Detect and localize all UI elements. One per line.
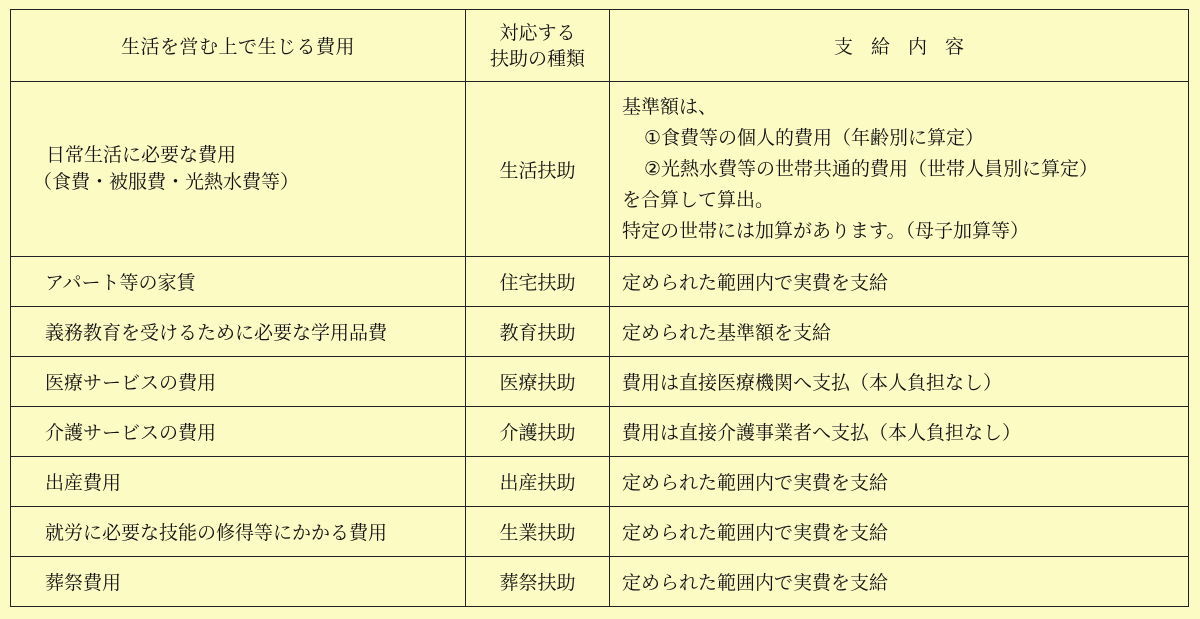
cost-cell: アパート等の家賃	[11, 257, 466, 307]
cost-line: 日常生活に必要な費用	[46, 144, 237, 166]
assistance-type-cell: 教育扶助	[466, 307, 610, 357]
content-line: ②光熱水費等の世帯共通的費用（世帯人員別に算定）	[644, 157, 1099, 180]
assistance-type-cell: 医療扶助	[466, 357, 610, 407]
content-line: 基準額は、	[622, 95, 718, 118]
assistance-type-cell: 住宅扶助	[466, 257, 610, 307]
content-line: ①食費等の個人的費用（年齢別に算定）	[644, 126, 985, 149]
header-assistance-type	[466, 10, 610, 82]
content-cell: 費用は直接介護事業者へ支払（本人負担なし）	[610, 407, 1189, 457]
content-cell: 定められた範囲内で実費を支給	[610, 557, 1189, 607]
content-line: 特定の世帯には加算があります。（母子加算等）	[622, 219, 1029, 242]
cost-cell: 葬祭費用	[11, 557, 466, 607]
content-cell: 定められた範囲内で実費を支給	[610, 507, 1189, 557]
assistance-type-cell: 葬祭扶助	[466, 557, 610, 607]
content-cell	[610, 82, 1189, 257]
cost-cell: 義務教育を受けるために必要な学用品費	[11, 307, 466, 357]
table-row	[11, 307, 1189, 357]
assistance-type-cell: 生業扶助	[466, 507, 610, 557]
table-row	[11, 407, 1189, 457]
content-line: を合算して算出。	[622, 188, 775, 211]
header-content: 支給内容	[610, 10, 1189, 82]
header-type-line1: 対応する	[499, 21, 576, 44]
header-row	[11, 10, 1189, 82]
content-cell: 費用は直接医療機関へ支払（本人負担なし）	[610, 357, 1189, 407]
cost-line: （食費・被服費・光熱水費等）	[33, 171, 300, 193]
content-cell: 定められた範囲内で実費を支給	[610, 257, 1189, 307]
header-cost: 生活を営む上で生じる費用	[11, 10, 466, 82]
cost-cell	[11, 82, 466, 257]
cost-cell: 医療サービスの費用	[11, 357, 466, 407]
content-cell: 定められた基準額を支給	[610, 307, 1189, 357]
assistance-type-cell: 生活扶助	[466, 82, 610, 257]
assistance-type-cell: 介護扶助	[466, 407, 610, 457]
content-cell: 定められた範囲内で実費を支給	[610, 457, 1189, 507]
table-row	[11, 507, 1189, 557]
assistance-type-cell: 出産扶助	[466, 457, 610, 507]
table-row	[11, 557, 1189, 607]
table-row	[11, 457, 1189, 507]
cost-cell: 出産費用	[11, 457, 466, 507]
header-type-line2: 扶助の種類	[489, 47, 585, 70]
cost-cell: 就労に必要な技能の修得等にかかる費用	[11, 507, 466, 557]
public-assistance-table	[10, 9, 1189, 607]
table-row	[11, 257, 1189, 307]
cost-cell: 介護サービスの費用	[11, 407, 466, 457]
table-row	[11, 82, 1189, 257]
table-row	[11, 357, 1189, 407]
